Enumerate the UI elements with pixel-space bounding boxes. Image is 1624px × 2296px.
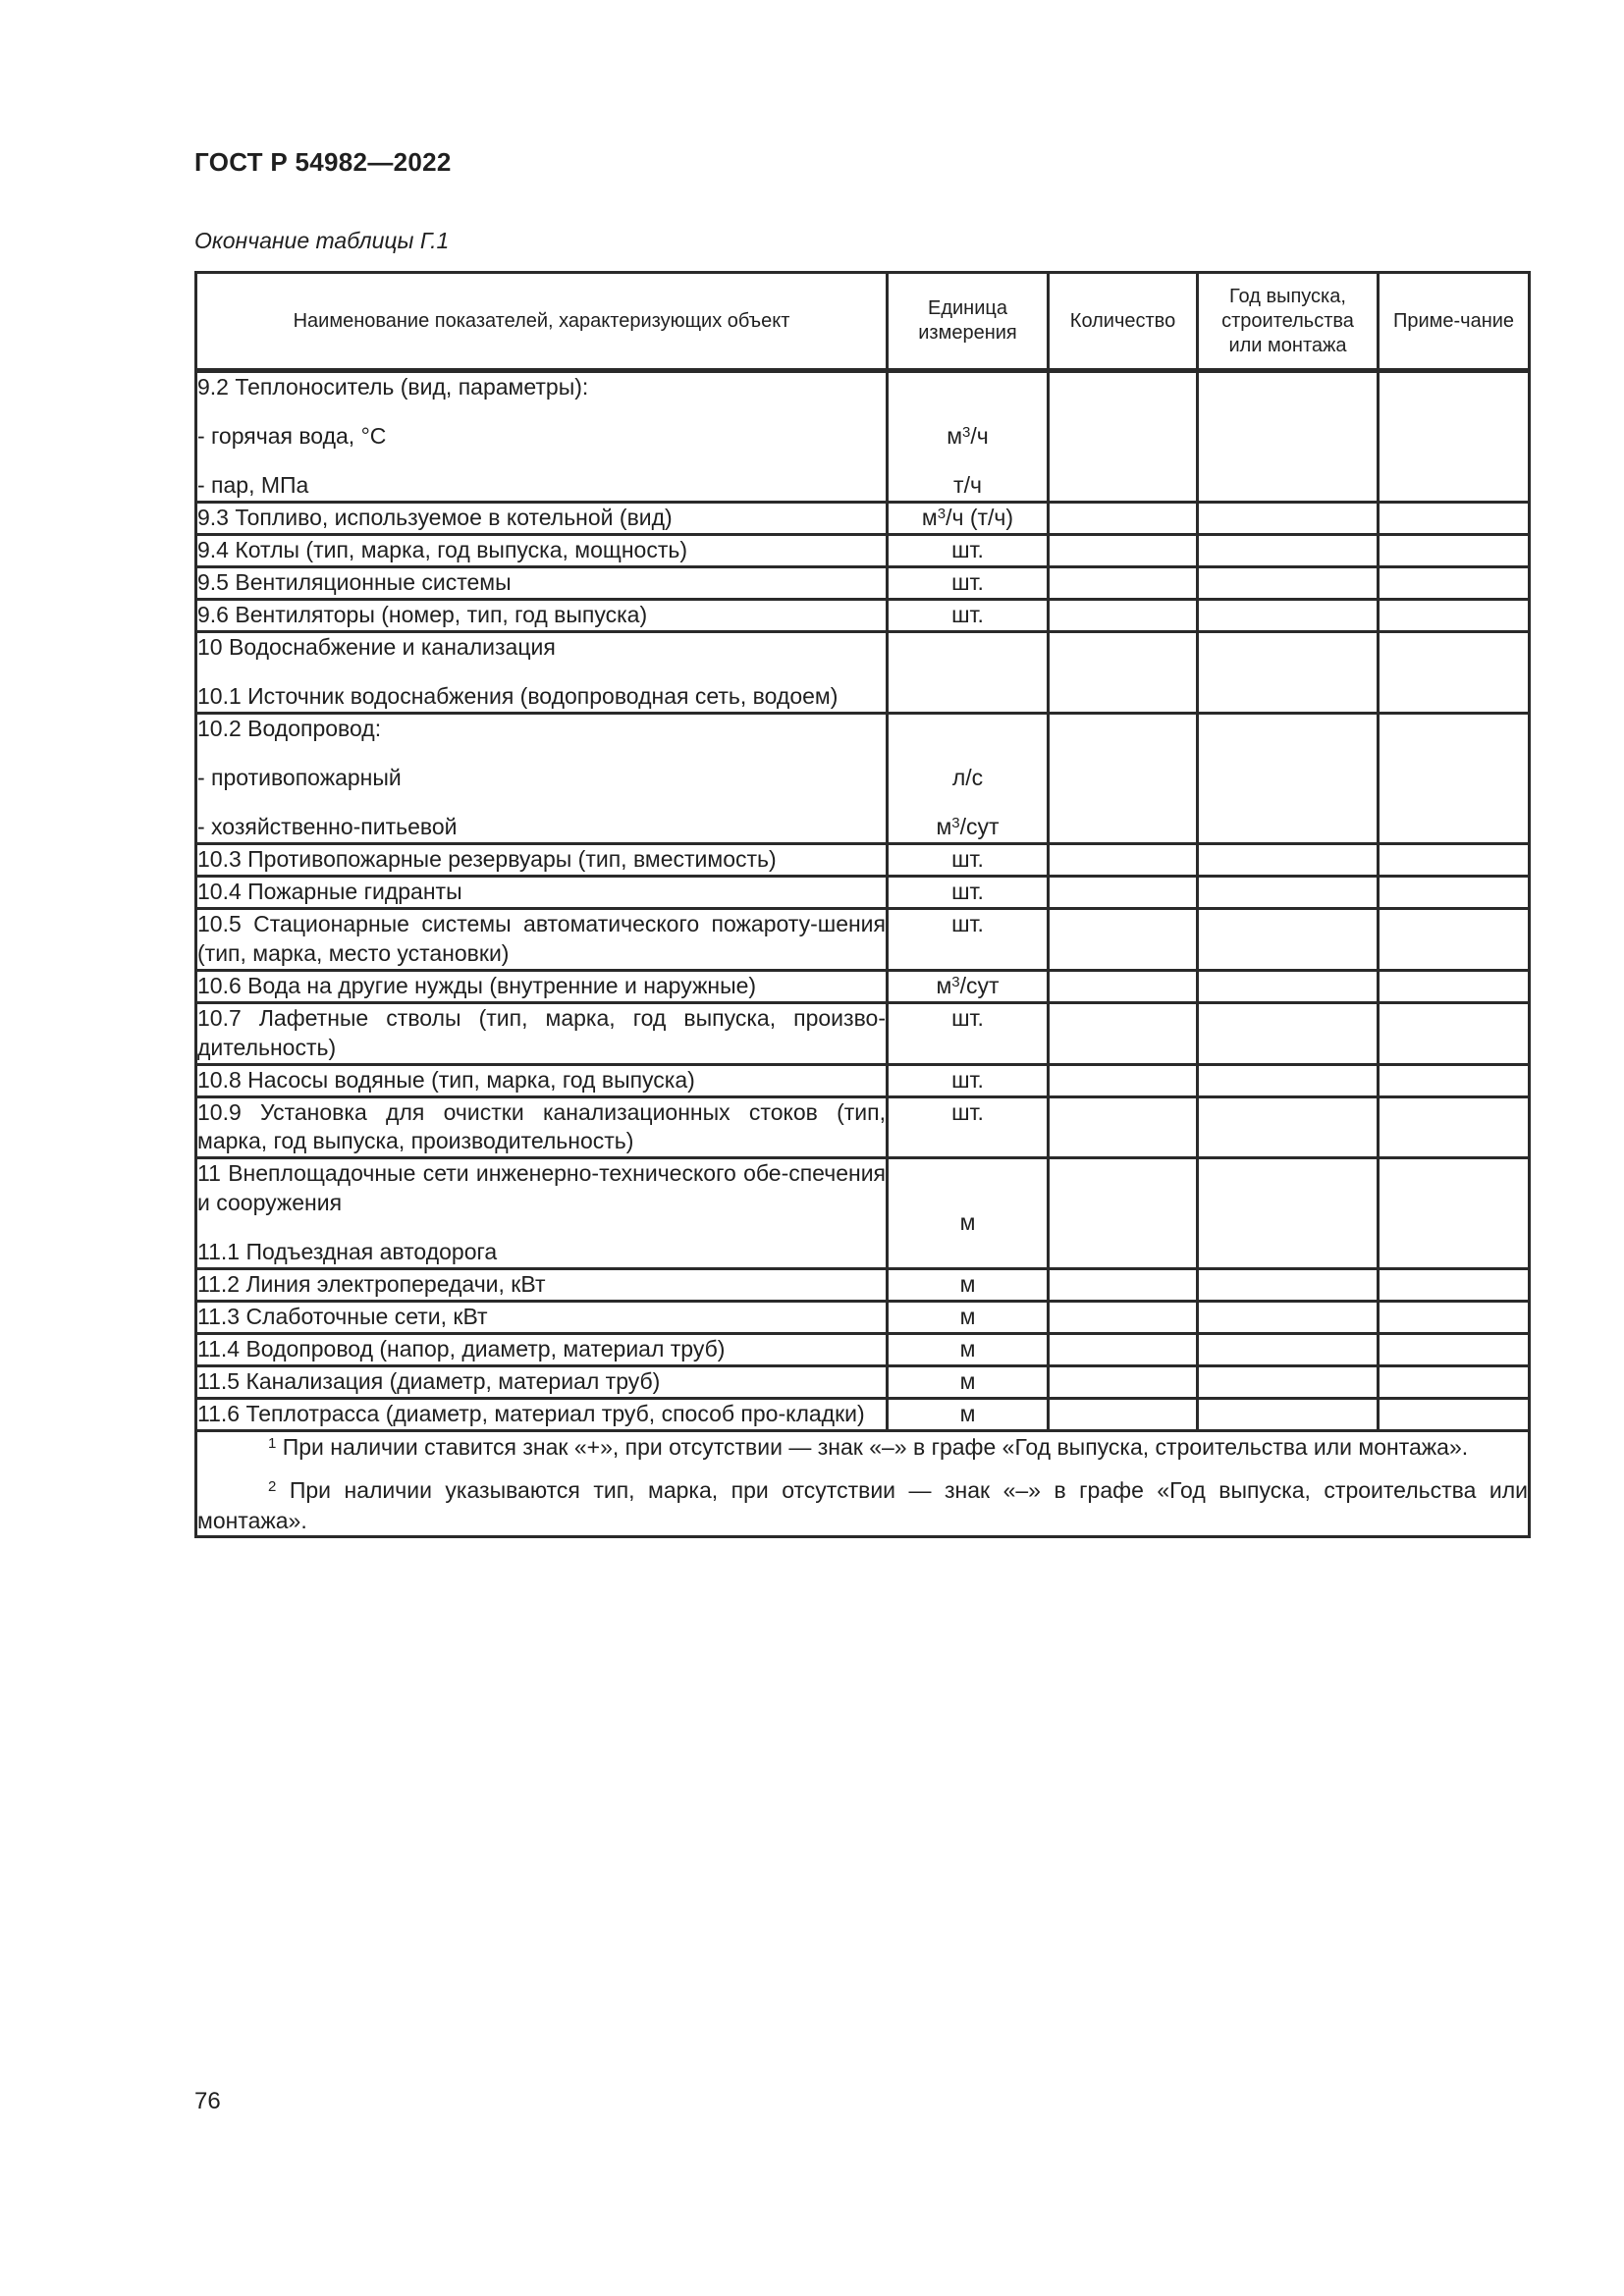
note-cell (1379, 877, 1530, 909)
note-cell (1379, 535, 1530, 567)
table-row (196, 1399, 1530, 1431)
footnotes-row (196, 1431, 1530, 1537)
unit-value: шт. (951, 1066, 984, 1093)
indicator-name: 11.4 Водопровод (напор, диаметр, материал труб) (197, 1336, 726, 1362)
indicator-name-cell (196, 567, 888, 600)
quantity-cell (1049, 600, 1198, 632)
note-cell (1379, 714, 1530, 844)
page-number: 76 (194, 2088, 221, 2114)
table-row (196, 1064, 1530, 1096)
unit-value: м (959, 1209, 976, 1236)
indicator-name: 10.9 Установка для очистки канализационных стоков (тип, марка, год выпуска, производительность) (197, 1098, 886, 1154)
unit-value (889, 1159, 1047, 1189)
year-cell (1198, 1302, 1379, 1334)
table-row (196, 503, 1530, 535)
year-cell (1198, 1366, 1379, 1399)
table-header-row (196, 273, 1530, 371)
quantity-cell (1049, 567, 1198, 600)
unit-cell (888, 371, 1049, 503)
indicator-name: - хозяйственно-питьевой (197, 814, 458, 839)
year-cell (1198, 535, 1379, 567)
indicator-name: 11.6 Теплотрасса (диаметр, материал труб, способ про-кладки) (197, 1401, 865, 1427)
unit-cell (888, 1064, 1049, 1096)
indicator-name-cell (196, 1096, 888, 1158)
quantity-cell (1049, 632, 1198, 714)
unit-cell (888, 970, 1049, 1002)
table-row (196, 371, 1530, 503)
unit-cell (888, 503, 1049, 535)
indicator-name: 9.5 Вентиляционные системы (197, 569, 512, 595)
unit-cell (888, 1334, 1049, 1366)
note-cell (1379, 1366, 1530, 1399)
indicator-name-cell (196, 600, 888, 632)
unit-value: шт. (951, 569, 984, 595)
indicator-name-cell (196, 1269, 888, 1302)
unit-value: шт. (951, 1004, 984, 1031)
year-cell (1198, 1002, 1379, 1064)
unit-value (889, 682, 1047, 712)
note-cell (1379, 1399, 1530, 1431)
quantity-cell (1049, 535, 1198, 567)
unit-value: м (959, 1401, 976, 1427)
quantity-cell (1049, 970, 1198, 1002)
note-cell (1379, 1334, 1530, 1366)
indicator-name: 11.1 Подъездная автодорога (197, 1239, 498, 1265)
header-year: Год выпуска, строительства или монтажа (1198, 273, 1379, 371)
table-row (196, 632, 1530, 714)
indicator-name: 11 Внеплощадочные сети инженерно-технического обе-спечения и сооружения (197, 1160, 886, 1216)
quantity-cell (1049, 714, 1198, 844)
unit-value: $м^3/ч$ (т/ч) (921, 505, 1014, 530)
indicator-name-cell (196, 909, 888, 971)
year-cell (1198, 600, 1379, 632)
quantity-cell (1049, 1158, 1198, 1269)
note-cell (1379, 1002, 1530, 1064)
indicator-name: 10 Водоснабжение и канализация (197, 634, 556, 660)
footnote-1-marker: 1 (268, 1435, 277, 1453)
note-cell (1379, 1096, 1530, 1158)
indicator-name: 10.4 Пожарные гидранты (197, 879, 462, 904)
year-cell (1198, 1158, 1379, 1269)
unit-value: $м^3$/сут (936, 814, 1000, 839)
table-row (196, 567, 1530, 600)
unit-cell (888, 877, 1049, 909)
indicator-name-cell (196, 970, 888, 1002)
indicator-name: 10.3 Противопожарные резервуары (тип, вместимость) (197, 846, 777, 872)
indicator-name-cell (196, 1366, 888, 1399)
unit-cell (888, 1302, 1049, 1334)
table-continuation-caption: Окончание таблицы Г.1 (194, 228, 450, 253)
indicator-name-cell (196, 503, 888, 535)
table-body (196, 371, 1530, 1431)
quantity-cell (1049, 503, 1198, 535)
note-cell (1379, 632, 1530, 714)
indicator-name: 10.5 Стационарные системы автоматического пожароту-шения (тип, марка, место установки) (197, 911, 886, 966)
indicator-name-cell (196, 1002, 888, 1064)
indicator-name: 9.6 Вентиляторы (номер, тип, год выпуска) (197, 602, 648, 627)
year-cell (1198, 714, 1379, 844)
unit-value: шт. (951, 602, 984, 627)
indicator-name-cell (196, 632, 888, 714)
quantity-cell (1049, 371, 1198, 503)
unit-cell (888, 632, 1049, 714)
unit-value: т/ч (953, 472, 982, 498)
indicator-name: 11.2 Линия электропередачи, кВт (197, 1271, 546, 1298)
unit-cell (888, 844, 1049, 877)
indicator-name-cell (196, 1399, 888, 1431)
unit-cell (888, 1158, 1049, 1269)
unit-value (889, 633, 1047, 663)
unit-cell (888, 1399, 1049, 1431)
indicator-name: 10.7 Лафетные стволы (тип, марка, год выпуска, произво-дительность) (197, 1004, 886, 1060)
note-cell (1379, 1302, 1530, 1334)
quantity-cell (1049, 1334, 1198, 1366)
year-cell (1198, 1064, 1379, 1096)
unit-value: шт. (951, 911, 984, 936)
indicator-name: 10.6 Вода на другие нужды (внутренние и наружные) (197, 972, 757, 998)
year-cell (1198, 567, 1379, 600)
unit-value: л/с (951, 765, 984, 790)
indicator-name: - противопожарный (197, 765, 402, 790)
table-row (196, 1269, 1530, 1302)
footnote-2-text: При наличии указываются тип, марка, при отсутствии — знак «–» в графе «Год выпуска, строительства или монтажа». (197, 1477, 1528, 1533)
unit-cell (888, 535, 1049, 567)
note-cell (1379, 1064, 1530, 1096)
unit-value: м (959, 1336, 976, 1362)
table-row (196, 535, 1530, 567)
year-cell (1198, 877, 1379, 909)
indicator-name: 10.2 Водопровод: (197, 716, 382, 741)
indicator-name: - пар, МПа (197, 472, 309, 498)
note-cell (1379, 844, 1530, 877)
unit-cell (888, 1366, 1049, 1399)
unit-cell (888, 1002, 1049, 1064)
indicator-name: 9.2 Теплоноситель (вид, параметры): (197, 374, 589, 400)
unit-value: шт. (951, 1098, 984, 1125)
superscript-3: 3 (951, 815, 960, 831)
unit-value (889, 373, 1047, 402)
table-row (196, 1002, 1530, 1064)
indicator-name: 10.8 Насосы водяные (тип, марка, год выпуска) (197, 1066, 695, 1093)
note-cell (1379, 909, 1530, 971)
year-cell (1198, 503, 1379, 535)
indicator-name: 9.3 Топливо, используемое в котельной (вид) (197, 505, 673, 530)
unit-value: $м^3$/сут (936, 972, 1000, 998)
quantity-cell (1049, 877, 1198, 909)
indicator-name-cell (196, 1334, 888, 1366)
document-code: ГОСТ Р 54982—2022 (194, 147, 452, 177)
indicator-name: 10.1 Источник водоснабжения (водопроводная сеть, водоем) (197, 683, 839, 709)
superscript-3: 3 (962, 424, 971, 441)
note-cell (1379, 1158, 1530, 1269)
header-note: Приме-чание (1379, 273, 1530, 371)
year-cell (1198, 844, 1379, 877)
indicator-name: 11.5 Канализация (диаметр, материал труб) (197, 1368, 661, 1395)
header-unit: Единица измерения (888, 273, 1049, 371)
quantity-cell (1049, 1064, 1198, 1096)
indicator-name: 11.3 Слаботочные сети, кВт (197, 1304, 488, 1330)
table-row (196, 1366, 1530, 1399)
note-cell (1379, 503, 1530, 535)
indicators-table (194, 271, 1531, 1538)
indicator-name-cell (196, 371, 888, 503)
year-cell (1198, 1269, 1379, 1302)
indicator-name-cell (196, 714, 888, 844)
unit-value: шт. (951, 879, 984, 904)
year-cell (1198, 1096, 1379, 1158)
indicator-name-cell (196, 535, 888, 567)
footnote-2 (197, 1475, 1528, 1535)
year-cell (1198, 909, 1379, 971)
footnote-2-marker: 2 (268, 1478, 277, 1496)
footnote-1-text: При наличии ставится знак «+», при отсутствии — знак «–» в графе «Год выпуска, строительства или монтажа». (276, 1434, 1469, 1461)
table-row (196, 877, 1530, 909)
table-row (196, 1302, 1530, 1334)
note-cell (1379, 1269, 1530, 1302)
unit-cell (888, 600, 1049, 632)
unit-cell (888, 714, 1049, 844)
header-name: Наименование показателей, характеризующих объект (196, 273, 888, 371)
quantity-cell (1049, 909, 1198, 971)
indicator-name-cell (196, 1064, 888, 1096)
unit-value (889, 715, 1047, 744)
indicator-name-cell (196, 844, 888, 877)
quantity-cell (1049, 1096, 1198, 1158)
unit-value: шт. (951, 846, 984, 872)
header-quantity: Количество (1049, 273, 1198, 371)
quantity-cell (1049, 1399, 1198, 1431)
indicator-name: 9.4 Котлы (тип, марка, год выпуска, мощность) (197, 537, 687, 562)
note-cell (1379, 567, 1530, 600)
year-cell (1198, 1399, 1379, 1431)
table-row (196, 1158, 1530, 1269)
superscript-3: 3 (951, 973, 960, 990)
unit-cell (888, 1269, 1049, 1302)
note-cell (1379, 371, 1530, 503)
table-row (196, 1334, 1530, 1366)
indicator-name: - горячая вода, °С (197, 423, 387, 449)
quantity-cell (1049, 1302, 1198, 1334)
indicator-name-cell (196, 1158, 888, 1269)
quantity-cell (1049, 844, 1198, 877)
footnote-1 (197, 1432, 1528, 1462)
table-row (196, 1096, 1530, 1158)
year-cell (1198, 632, 1379, 714)
indicator-name-cell (196, 1302, 888, 1334)
table-row (196, 970, 1530, 1002)
quantity-cell (1049, 1366, 1198, 1399)
quantity-cell (1049, 1002, 1198, 1064)
quantity-cell (1049, 1269, 1198, 1302)
note-cell (1379, 970, 1530, 1002)
table-row (196, 909, 1530, 971)
unit-value: м (959, 1271, 976, 1298)
year-cell (1198, 970, 1379, 1002)
year-cell (1198, 371, 1379, 503)
unit-cell (888, 567, 1049, 600)
unit-value: м (959, 1368, 976, 1395)
unit-value: м (959, 1304, 976, 1330)
footnotes-cell (196, 1431, 1530, 1537)
unit-value: $м^3/ч$ (947, 423, 989, 449)
table-row (196, 600, 1530, 632)
superscript-3: 3 (937, 506, 947, 522)
year-cell (1198, 1334, 1379, 1366)
unit-cell (888, 1096, 1049, 1158)
table-row (196, 844, 1530, 877)
indicator-name-cell (196, 877, 888, 909)
unit-value: шт. (951, 537, 984, 562)
unit-cell (888, 909, 1049, 971)
note-cell (1379, 600, 1530, 632)
table-row (196, 714, 1530, 844)
